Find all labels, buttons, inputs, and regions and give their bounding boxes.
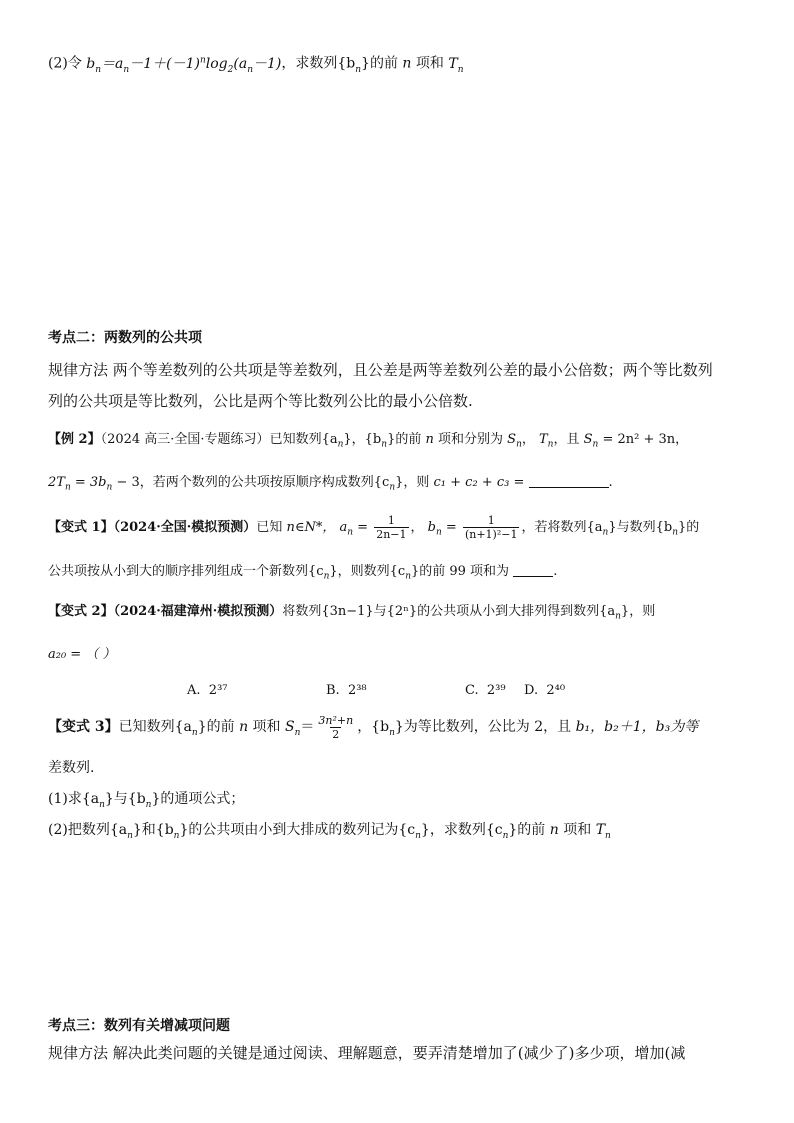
example-2-eq1: = 2n² + 3n， — [602, 432, 689, 447]
fraction-a — [374, 514, 408, 541]
example-2-text2: }，{b — [343, 432, 382, 447]
variant-3-q2-b: }和{b — [132, 822, 174, 838]
section-2-rule-line-2: 列的公共项是等比数列，公比是两个等比数列公比的最小公倍数. — [48, 392, 473, 410]
variant-1-text2: ，若将数列{a — [521, 520, 603, 535]
variant-3-q1-c: }的通项公式； — [151, 791, 245, 807]
variant-1-cond: n∈N*， — [286, 520, 336, 535]
example-2-text3: }的前 — [387, 432, 422, 447]
option-c[interactable] — [465, 683, 506, 698]
variant-3-q2-f: 项和 — [563, 822, 592, 838]
example-2-line-1: 【例 2】（2024 高三·全国·专题练习）已知数列$\{a_n\}$，$\{b_n\}$的前 n 项和分别为 $S_n$， $T_n$，且 $S_n = 2n^2 + 3n$， — [48, 432, 689, 450]
example-2-line-2: $2T_n = 3b_n - 3$，若两个数列的公共项按原顺序构成数列$\{c_n\}$，则 c₁ + c₂ + c₃ = . — [48, 475, 613, 493]
problem-2-lead: (2)令 — [48, 55, 82, 72]
example-2-line2-a: 2T — [48, 475, 65, 490]
option-a-letter: A. — [187, 683, 201, 698]
problem-2-tail3: 项和 — [415, 55, 444, 72]
fraction-b-num: 1 — [487, 514, 495, 527]
variant-3-text5: }为等比数列，公比为 2，且 — [394, 719, 572, 735]
variant-3-line-1: 【变式 3】已知数列$\{a_n\}$的前 n 项和 $S_n=$ $\frac{\text{3n²+n}}{2}$ ，$\{b_n\}$为等比数列，公比为 2，且 b₁，b₂＋1，b₃为等 — [48, 713, 699, 741]
option-b-letter: B. — [326, 683, 340, 698]
section-2-heading: 考点二：两数列的公共项 — [48, 330, 202, 346]
var-bn: $b_n$ — [427, 520, 442, 538]
example-2-line2-b: = 3b — [74, 475, 107, 490]
variant-3-q1-b: }与{b — [104, 791, 146, 807]
variant-2-line-1: 【变式 2】（2024·福建漳州·模拟预测）将数列{3n−1}与{2ⁿ}的公共项从小到大排列得到数列$\{a_n\}$，则 — [48, 604, 656, 622]
variant-1-line-2: 公共项按从小到大的顺序排列组成一个新数列$\{c_n\}$，则数列$\{c_n\}$的前 99 项和为 . — [48, 564, 558, 582]
option-a[interactable] — [187, 683, 228, 698]
answer-blank[interactable] — [529, 473, 609, 488]
var-n: n — [239, 719, 249, 735]
var-n: n — [402, 55, 412, 72]
variant-3-q2-c: }的公共项由小到大排成的数列记为{c — [179, 822, 416, 838]
option-d-letter: D. — [524, 683, 539, 698]
option-b[interactable] — [326, 683, 367, 698]
option-d[interactable] — [524, 683, 565, 698]
problem-2-tail: ，求数列{b — [281, 55, 356, 72]
option-d-value: 2⁴⁰ — [546, 683, 566, 698]
variant-3-question-2: (2)把数列$\{a_n\}$和$\{b_n\}$的公共项由小到大排成的数列记为$\{c_n\}$，求数列$\{c_n\}$的前 n 项和 $T_n$ — [48, 822, 611, 841]
fraction-sn-den: 2 — [332, 727, 340, 741]
variant-1-line2: 公共项按从小到大的顺序排列组成一个新数列{c — [48, 564, 324, 579]
variant-1-text3: }与数列{b — [608, 520, 673, 535]
variant-1-line2-b: }，则数列{c — [329, 564, 406, 579]
variant-1-text1: 已知 — [256, 520, 283, 535]
fraction-a-den: 2n−1 — [376, 528, 407, 541]
example-2-source: （2024 高三·全国·专题练习） — [100, 432, 270, 447]
variant-3-q2-e: }的前 — [508, 822, 546, 838]
example-2-line2-d: }，则 — [395, 475, 430, 490]
var-n: n — [425, 432, 434, 447]
section-3-rule-line-1: 规律方法 解决此类问题的关键是通过阅读、理解题意，要弄清楚增加了(减少了)多少项，增加(减 — [48, 1044, 686, 1062]
variant-2-text1: 将数列{3n−1}与{2ⁿ}的公共项从小到大排列得到数列{a — [282, 604, 616, 619]
variant-1-line-1: 【变式 1】（2024·全国·模拟预测）已知 n∈N*， $a_n$ = $\frac{1}{2n-1}$ ， $b_n$ = $\frac{1}{\text{(n+1)²−1}}$ ，若将数列$\{a_n\}$与数列$\{b_n\}$的 — [48, 514, 700, 541]
var-tn: $T_n$ — [539, 432, 554, 450]
example-2-line2-e: c₁ + c₂ + c₃ = — [433, 475, 525, 490]
variant-1-source: （2024·全国·模拟预测） — [113, 520, 257, 535]
example-2-text4: 项和分别为 — [438, 432, 504, 447]
var-sn: $S_n$ — [507, 432, 522, 450]
example-2-text1: 已知数列{a — [269, 432, 338, 447]
option-c-letter: C. — [465, 683, 479, 698]
option-a-value: 2³⁷ — [208, 683, 228, 698]
var-tn: $T_n$ — [595, 822, 611, 841]
variant-3-text1: 已知数列{a — [118, 719, 192, 735]
variant-3-line-2: 差数列. — [48, 760, 95, 776]
answer-blank[interactable] — [513, 562, 553, 577]
problem-2-line — [48, 50, 463, 79]
option-c-value: 2³⁹ — [486, 683, 506, 698]
variant-2-line-2: a₂₀ = （ ） — [48, 647, 116, 662]
example-2-line2-end: . — [608, 475, 613, 490]
fraction-sn — [316, 714, 355, 741]
variant-1-text4: }的 — [677, 520, 700, 535]
example-2-line2-c: − 3，若两个数列的公共项按原顺序构成数列{c — [116, 475, 390, 490]
section-2-rule-line-1: 规律方法 两个等差数列的公共项是等差数列，且公差是两等差数列公差的最小公倍数；两个等比数列 — [48, 361, 713, 379]
variant-3-text4: ，{b — [357, 719, 390, 735]
variant-1-line2-c: }的前 99 项和为 — [410, 564, 510, 579]
problem-2-tail2: }的前 — [361, 55, 398, 72]
variant-1-line2-end: . — [553, 564, 558, 579]
var-sn: $S_n$ — [583, 432, 599, 450]
variant-3-label: 【变式 3】 — [48, 719, 119, 735]
example-2-text5: ，且 — [553, 432, 580, 447]
variant-3-q2-d: }，求数列{c — [420, 822, 503, 838]
sub-n: n — [355, 64, 362, 75]
var-an: $a_n$ — [339, 520, 354, 538]
variant-3-q2: (2)把数列{a — [48, 822, 128, 838]
variant-1-label: 【变式 1】 — [48, 520, 114, 535]
variant-3-q1: (1)求{a — [48, 791, 100, 807]
example-2-label: 【例 2】 — [48, 432, 101, 447]
variant-2-label: 【变式 2】 — [48, 604, 114, 619]
formula-bn: $b_n=a_n-1+(-1)^n\log_2(a_n-1)$ — [86, 55, 282, 75]
var-tn: $T_n$ — [448, 55, 464, 75]
fraction-b-den: (n+1)²−1 — [464, 528, 518, 541]
fraction-a-num: 1 — [387, 514, 395, 527]
variant-3-text3: 项和 — [252, 719, 281, 735]
variant-3-text2: }的前 — [197, 719, 235, 735]
variant-3-text6: b₁，b₂＋1，b₃为等 — [575, 719, 699, 735]
fraction-b — [463, 514, 520, 541]
fraction-sn-num: 3n²+n — [318, 713, 354, 727]
variant-2-source: （2024·福建漳州·模拟预测） — [113, 604, 283, 619]
variant-2-text2: }，则 — [620, 604, 656, 619]
variant-3-question-1: (1)求$\{a_n\}$与$\{b_n\}$的通项公式； — [48, 791, 245, 810]
option-b-value: 2³⁸ — [347, 683, 367, 698]
section-3-heading: 考点三：数列有关增减项问题 — [48, 1018, 230, 1034]
var-sn: $S_n$ — [285, 719, 301, 738]
var-n: n — [549, 822, 559, 838]
